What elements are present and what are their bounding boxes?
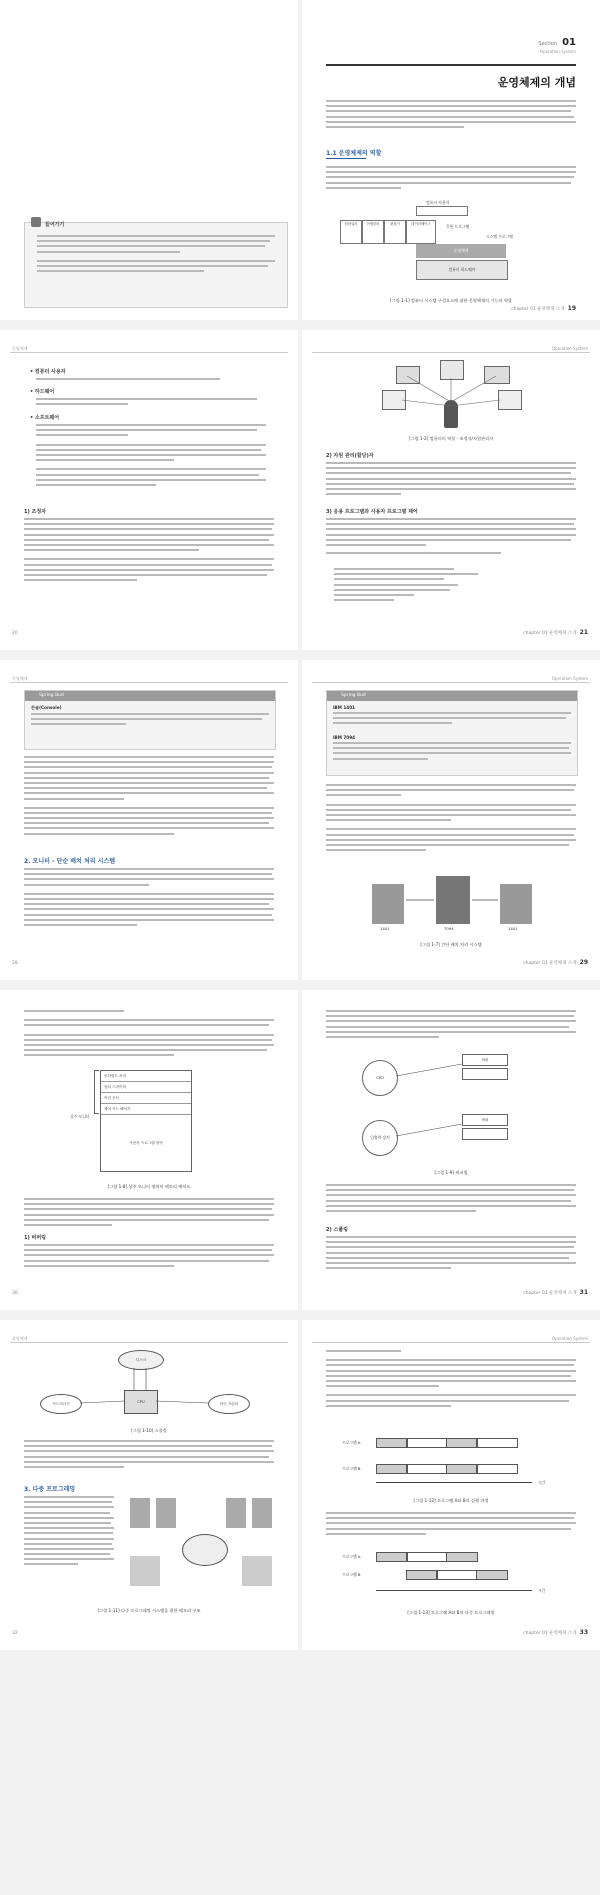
user-terminal-icon [130,1498,150,1528]
running-header: 운영체제 [12,1336,28,1341]
subheading-resource-manager: 2) 자원 관리(할당)자 [326,453,374,459]
bullet-hardware: • 하드웨어 [30,389,55,395]
running-header: Operation System [551,676,588,681]
intro-box [24,222,288,308]
section-number: 01 [562,37,576,48]
spring-bud-box [326,690,578,776]
figure-1-12: 프로그램 A 프로그램 B 시간 [342,1440,546,1485]
page-32 [0,1320,298,1650]
figure-1-10: 디스크 카드리더기 CPU 라인 프린터 [40,1350,260,1424]
figure-1-9: CPU 버퍼 입출력 장치 버퍼 [362,1054,542,1164]
subheading-program-control: 3) 응용 프로그램과 사용자 프로그램 제어 [326,509,418,515]
subheading-spooling: 2) 스풀링 [326,1227,348,1233]
figure-1-13: 프로그램 A 프로그램 B 시간 [342,1554,546,1593]
section-sub: Operation System [539,49,576,54]
section-heading-3: 3. 다중 프로그래밍 [24,1486,76,1493]
running-header: 운영체제 [12,676,28,681]
section-label: Section [538,41,557,47]
page-30 [0,990,298,1310]
figure-1-7-caption: [그림 1-7] 간단 배치 처리 시스템 [420,942,482,947]
page-footer: chapter 01 운영체제 소개 21 [523,629,588,636]
page-18 [0,0,298,320]
page-footer: chapter 01 운영체제 소개 31 [523,1289,588,1296]
intro-box-title: 들어가기 [45,222,65,228]
figure-1-7: 1401 7094 1401 [362,870,542,936]
page-28 [0,660,298,980]
figure-1-12-caption: [그림 1-12] 프로그램 A와 B의 실행 과정 [413,1498,489,1503]
term-console: 콘솔(Console) [31,705,62,710]
page-21 [302,330,600,650]
user-terminal-icon [226,1498,246,1528]
page-19 [302,0,600,320]
figure-1-2 [382,360,522,432]
page-footer: chapter 01 운영체제 소개 29 [523,959,588,966]
figure-1-8: 상주 모니터 인터럽트 처리 장치 드라이버 작업 순서 제어 카드 해석기 사용자 프로그램 영역 [70,1070,220,1178]
subheading-buffering: 1) 버퍼링 [24,1235,46,1241]
intro-text [326,100,576,131]
role-text [326,166,576,192]
note-icon [31,217,41,227]
term-ibm-7094: IBM 7094 [333,735,356,740]
user-terminal-icon [252,1498,272,1528]
server-icon [130,1556,160,1586]
spring-bud-box [24,690,276,750]
bullet-software: • 소프트웨어 [30,415,60,421]
user-terminal-icon [156,1498,176,1528]
page-33 [302,1320,600,1650]
page-number: 20 [12,631,18,636]
running-header: Operation System [551,346,588,351]
subheading-coordinator: 1) 조정자 [24,509,46,515]
page-number: 30 [12,1291,18,1296]
memory-cloud [182,1534,228,1566]
intro-box-text [37,235,275,275]
figure-1-13-caption: [그림 1-13] 프로그램 A와 B의 다중 프로그래밍 [407,1610,495,1615]
running-header: 운영체제 [12,346,28,351]
page-number: 32 [12,1631,18,1636]
page-number: 28 [12,961,18,966]
term-ibm-1401: IBM 1401 [333,705,356,710]
figure-1-1: 컴퓨터 사용자 컴파일러 어셈블러 편집기 데이터베이스 응용 프로그램 시스템 프로그램 운영체제 컴퓨터 하드웨어 [336,200,556,292]
page-29 [302,660,600,980]
page-footer: chapter 01 운영체제 소개 33 [523,1629,588,1636]
section-marker [538,30,576,54]
spring-bud-title: Spring Bud [25,691,275,701]
page-footer: chapter 01 운영체제 소개 19 [511,305,576,312]
memory-map: 인터럽트 처리 장치 드라이버 작업 순서 제어 카드 해석기 사용자 프로그램 영역 [100,1070,192,1172]
page-31 [302,990,600,1310]
bullet-list [334,568,534,604]
figure-1-9-caption: [그림 1-9] 버퍼링 [434,1170,468,1175]
server-icon [242,1556,272,1586]
page-20 [0,330,298,650]
figure-1-11-caption: [그림 1-11] 다중 프로그래밍 시스템을 위한 메모리 구조 [97,1608,201,1613]
figure-1-1-caption: [그림 1-1] 컴퓨터 시스템 구성요소에 대한 운영체제의 기능과 역할 [390,298,512,303]
section-heading-1-1: 1.1 운영체제의 역할 [326,150,382,157]
figure-1-10-caption: [그림 1-10] 스풀링 [131,1428,167,1433]
figure-1-2-caption: [그림 1-2] 컴퓨터의 역할 - 조정자/자원관리자 [408,436,494,441]
section-heading-2: 2. 모니터 - 단순 배치 처리 시스템 [24,858,116,865]
bullet-user: • 컴퓨터 사용자 [30,369,66,375]
running-header: Operation System [551,1336,588,1341]
spring-bud-title: Spring Bud [327,691,577,701]
figure-1-8-caption: [그림 1-8] 상주 모니터 영역의 메모리 배치도 [107,1184,191,1189]
page-title: 운영체제의 개념 [497,76,576,89]
figure-1-11 [124,1490,284,1594]
